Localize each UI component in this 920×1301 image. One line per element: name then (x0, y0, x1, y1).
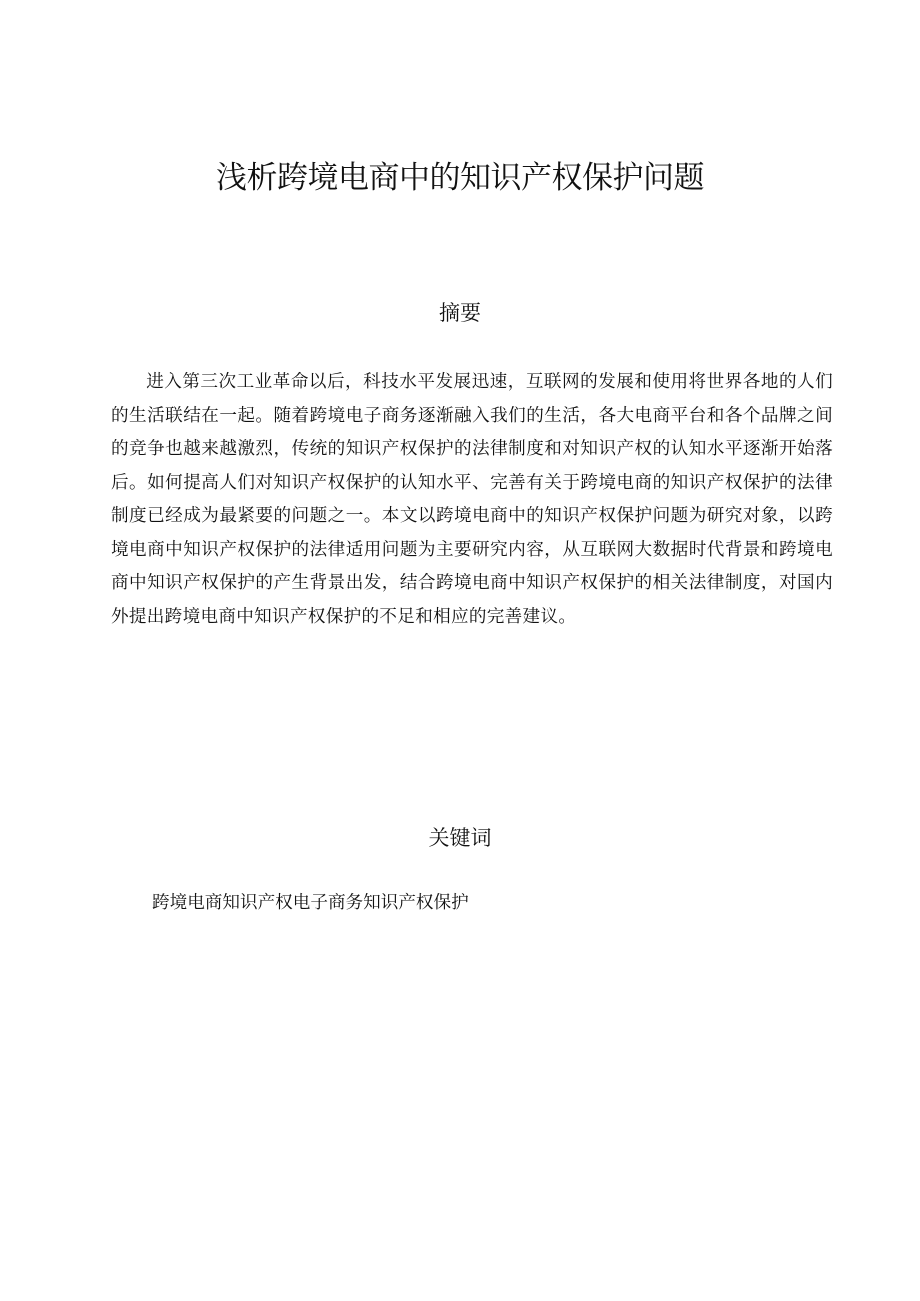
abstract-heading: 摘要 (439, 301, 481, 325)
keywords-heading: 关键词 (428, 826, 492, 850)
keywords-text: 跨境电商知识产权电子商务知识产权保护 (152, 893, 469, 913)
abstract-paragraph: 进入第三次工业革命以后，科技水平发展迅速，互联网的发展和使用将世界各地的人们的生活联结在一起。随着跨境电子商务逐渐融入我们的生活，各大电商平台和各个品牌之间的竞争也越来越激烈，传统的知识产权保护的法律制度和对知识产权的认知水平逐渐开始落后。如何提高人们对知识产权保护的认知水平、完善有关于跨境电商的知识产权保护的法律制度已经成为最紧要的问题之一。本文以跨境电商中的知识产权保护问题为研究对象，以跨境电商中知识产权保护的法律适用问题为主要研究内容，从互联网大数据时代背景和跨境电商中知识产权保护的产生背景出发，结合跨境电商中知识产权保护的相关法律制度，对国内外提出跨境电商中知识产权保护的不足和相应的完善建议。 (111, 372, 833, 627)
document-title: 浅析跨境电商中的知识产权保护问题 (216, 160, 704, 196)
